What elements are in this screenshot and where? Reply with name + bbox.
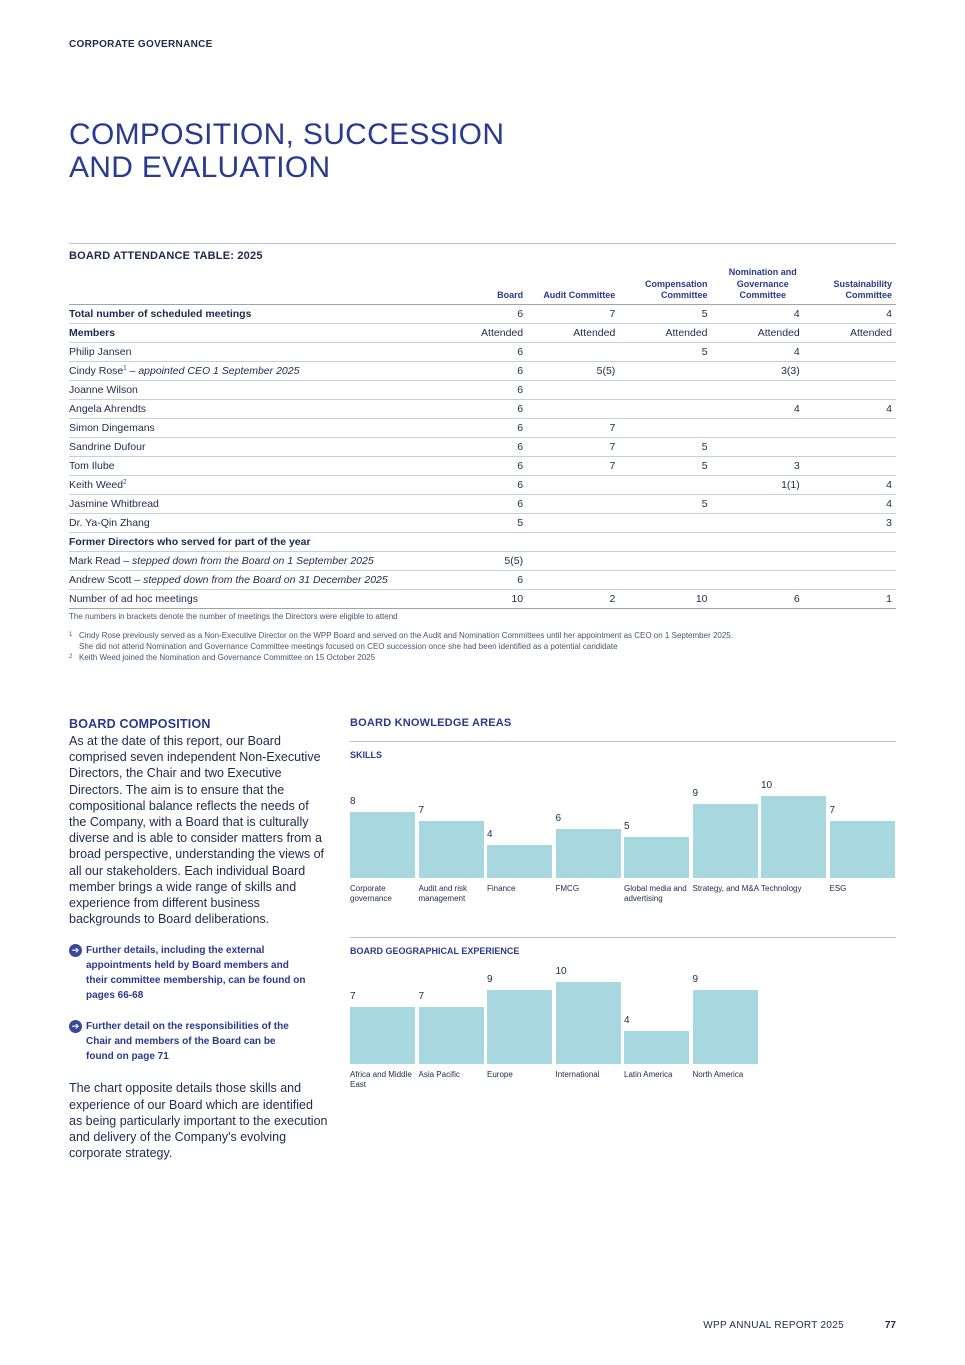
attendance-table-body <box>69 304 896 608</box>
footnote-number: 1 <box>69 632 73 638</box>
attendance-cell <box>527 551 619 570</box>
attendance-cell: 3 <box>804 513 896 532</box>
page-title-line-2: AND EVALUATION <box>69 151 331 184</box>
footnote-2 <box>69 652 896 663</box>
page-title-line-1: COMPOSITION, SUCCESSION <box>69 118 505 151</box>
director-name-cell: Mark Read – stepped down from the Board on 1 September 2025 <box>69 551 465 570</box>
attendance-cell: 6 <box>465 304 527 323</box>
chart-explanation-text: The chart opposite details those skills and experience of our Board which are identified as being particularly important to the execution and delivery of the Company's evolving corporate strategy. <box>69 1081 328 1161</box>
attendance-table <box>69 262 896 609</box>
attendance-cell: 5 <box>619 437 711 456</box>
table-header-row <box>69 262 896 304</box>
footer-report-title: WPP ANNUAL REPORT 2025 <box>703 1320 844 1331</box>
chart-bar <box>487 990 552 1064</box>
chart-bar <box>693 990 758 1064</box>
column-header-name <box>69 262 465 304</box>
chart-bar <box>693 804 758 878</box>
attendance-cell: 5 <box>619 342 711 361</box>
attendance-cell: 4 <box>804 304 896 323</box>
attendance-cell <box>804 361 896 380</box>
chart-bar <box>624 837 689 878</box>
footnote-number: 2 <box>69 654 73 660</box>
director-name-cell: Number of ad hoc meetings <box>69 589 465 608</box>
director-name-cell: Philip Jansen <box>69 342 465 361</box>
chart-divider <box>350 937 896 938</box>
attendance-cell: 3(3) <box>712 361 804 380</box>
director-name-cell: Andrew Scott – stepped down from the Board on 31 December 2025 <box>69 570 465 589</box>
chart-value-label: 7 <box>418 990 425 1002</box>
attendance-cell: 5 <box>619 304 711 323</box>
attendance-cell: 7 <box>527 437 619 456</box>
chart-value-label: 6 <box>555 812 562 824</box>
director-name-cell: Tom Ilube <box>69 456 465 475</box>
chart-category-label: FMCG <box>555 884 580 893</box>
attendance-cell: Attended <box>712 323 804 342</box>
column-header-board: Board <box>465 262 527 304</box>
attendance-cell: 1(1) <box>712 475 804 494</box>
attendance-cell: 6 <box>465 418 527 437</box>
attendance-cell <box>804 437 896 456</box>
attendance-cell <box>527 513 619 532</box>
chart-category-label: ESG <box>829 884 847 893</box>
table-row <box>69 304 896 323</box>
attendance-cell <box>712 418 804 437</box>
chart-value-label: 5 <box>624 821 630 832</box>
director-name-cell: Keith Weed$^2$ <box>69 475 465 494</box>
attendance-cell <box>804 380 896 399</box>
attendance-cell <box>619 475 711 494</box>
attendance-cell: 5 <box>619 494 711 513</box>
attendance-cell: 7 <box>527 304 619 323</box>
attendance-cell: 5 <box>465 513 527 532</box>
attendance-cell: 4 <box>804 475 896 494</box>
attendance-cell: 4 <box>712 304 804 323</box>
attendance-cell <box>804 532 896 551</box>
attendance-cell <box>619 361 711 380</box>
chart-value-label: 9 <box>692 788 699 800</box>
director-name-cell: Total number of scheduled meetings <box>69 304 465 323</box>
attendance-cell <box>804 570 896 589</box>
attendance-cell: 6 <box>465 570 527 589</box>
attendance-cell: 6 <box>465 399 527 418</box>
chart-value-label: 7 <box>829 804 836 816</box>
attendance-cell <box>527 399 619 418</box>
chart-bar <box>419 1007 484 1064</box>
chart-category-label: Audit and risk management <box>418 884 467 903</box>
column-header-nomination: Nomination and Governance Committee <box>712 262 804 304</box>
chart-category-label: North America <box>692 1070 744 1079</box>
attendance-cell <box>712 551 804 570</box>
attendance-cell <box>712 532 804 551</box>
footnote-text: Keith Weed joined the Nomination and Governance Committee on 15 October 2025 <box>79 653 376 662</box>
column-header-compensation: Compensation Committee <box>619 262 711 304</box>
director-name-cell: Cindy Rose$^1$ – appointed CEO 1 September 2025 <box>69 361 465 380</box>
chart-category-label: Strategy, and M&A <box>692 884 760 893</box>
attendance-cell: 5 <box>619 456 711 475</box>
chart-bar <box>556 982 621 1064</box>
board-knowledge-heading: BOARD KNOWLEDGE AREAS <box>350 717 896 742</box>
attendance-cell: 3 <box>712 456 804 475</box>
table-row <box>69 475 896 494</box>
table-row <box>69 494 896 513</box>
attendance-cell: Attended <box>619 323 711 342</box>
attendance-cell: 10 <box>465 589 527 608</box>
attendance-cell: 6 <box>712 589 804 608</box>
chart-category-label: Asia Pacific <box>418 1070 460 1079</box>
attendance-cell <box>804 551 896 570</box>
chart-bar <box>419 821 484 878</box>
director-name-cell: Jasmine Whitbread <box>69 494 465 513</box>
page-number: 77 <box>884 1320 896 1331</box>
attendance-cell <box>527 380 619 399</box>
geography-chart <box>350 956 896 1116</box>
director-name-cell: Former Directors who served for part of the year <box>69 532 465 551</box>
director-name-cell: Dr. Ya-Qin Zhang <box>69 513 465 532</box>
attendance-cell: Attended <box>465 323 527 342</box>
chart-bar <box>350 812 415 878</box>
attendance-cell <box>465 532 527 551</box>
chart-value-label: 4 <box>487 829 493 841</box>
chart-value-label: 8 <box>350 796 356 808</box>
section-label: CORPORATE GOVERNANCE <box>69 39 213 50</box>
attendance-cell <box>619 532 711 551</box>
table-row <box>69 570 896 589</box>
table-row <box>69 589 896 608</box>
attendance-cell: 6 <box>465 437 527 456</box>
skills-chart-title: SKILLS <box>350 750 383 760</box>
attendance-cell <box>804 456 896 475</box>
column-header-sustainability: Sustainability Committee <box>804 262 896 304</box>
chart-value-label: 7 <box>350 990 356 1002</box>
table-row <box>69 361 896 380</box>
attendance-cell: 2 <box>527 589 619 608</box>
attendance-cell <box>804 342 896 361</box>
attendance-cell: 7 <box>527 418 619 437</box>
table-row <box>69 342 896 361</box>
attendance-cell: Attended <box>527 323 619 342</box>
chart-category-label: Global media and advertising <box>624 884 687 903</box>
attendance-cell <box>712 570 804 589</box>
page-title <box>69 118 669 184</box>
attendance-cell: 7 <box>527 456 619 475</box>
table-row <box>69 418 896 437</box>
footnotes <box>69 630 896 663</box>
chart-value-label: 9 <box>487 974 493 986</box>
table-row <box>69 532 896 551</box>
attendance-cell: 6 <box>465 456 527 475</box>
director-name-cell: Simon Dingemans <box>69 418 465 437</box>
attendance-cell <box>527 494 619 513</box>
attendance-cell: 4 <box>712 399 804 418</box>
attendance-cell: 5(5) <box>465 551 527 570</box>
further-details-link-text[interactable]: Further details, including the external appointments held by Board members and their committee membership, can be found on pages 66-68 <box>86 945 306 1002</box>
attendance-cell <box>527 532 619 551</box>
attendance-cell <box>527 570 619 589</box>
responsibilities-link[interactable] <box>69 1019 329 1064</box>
board-composition-section <box>69 717 329 1161</box>
attendance-cell: 6 <box>465 475 527 494</box>
attendance-cell: 5(5) <box>527 361 619 380</box>
chart-bar <box>350 1007 415 1064</box>
chart-bar <box>830 821 895 878</box>
table-row <box>69 437 896 456</box>
attendance-table-section <box>69 243 896 609</box>
attendance-cell <box>619 418 711 437</box>
chart-value-label: 9 <box>692 974 699 986</box>
chart-category-label: Finance <box>487 884 516 893</box>
chart-value-label: 10 <box>761 780 773 791</box>
attendance-cell <box>619 513 711 532</box>
attendance-cell: 4 <box>712 342 804 361</box>
attendance-cell: 6 <box>465 494 527 513</box>
attendance-note: The numbers in brackets denote the number of meetings the Directors were eligible to attend <box>69 612 398 621</box>
skills-chart <box>350 760 896 937</box>
arrow-right-icon: ➔ <box>69 944 82 957</box>
attendance-cell <box>804 418 896 437</box>
board-composition-body: As at the date of this report, our Board comprised seven independent Non-Executive Directors, the Chair and two Executive Directors. The aim is to ensure that the compositional balance reflects the needs of the Company, with a Board that is culturally diverse and is able to consider matters from a broad perspective, understanding the views of all our stakeholders. Each individual Board member brings a wide range of skills and experience from different business backgrounds to Board deliberations. <box>69 734 325 927</box>
attendance-cell: 6 <box>465 380 527 399</box>
attendance-cell: 4 <box>804 494 896 513</box>
footnote-1 <box>69 630 896 652</box>
attendance-cell: Attended <box>804 323 896 342</box>
responsibilities-link-text[interactable]: Further detail on the responsibilities of the Chair and members of the Board can be found on page 71 <box>86 1021 289 1063</box>
chart-value-label: 4 <box>624 1015 630 1027</box>
attendance-cell: 4 <box>804 399 896 418</box>
attendance-cell: 10 <box>619 589 711 608</box>
chart-bar <box>761 796 826 878</box>
arrow-right-icon: ➔ <box>69 1020 82 1033</box>
chart-category-label: Europe <box>487 1070 513 1079</box>
attendance-cell <box>712 513 804 532</box>
table-row <box>69 380 896 399</box>
attendance-cell <box>619 570 711 589</box>
attendance-cell <box>712 437 804 456</box>
table-row <box>69 551 896 570</box>
chart-category-label: Technology <box>761 884 802 893</box>
chart-category-label: Africa and Middle East <box>350 1070 412 1089</box>
chart-category-label: Corporate governance <box>350 884 392 903</box>
further-details-link[interactable] <box>69 943 329 1003</box>
chart-value-label: 10 <box>555 966 567 977</box>
table-row <box>69 456 896 475</box>
attendance-cell <box>527 475 619 494</box>
column-header-audit: Audit Committee <box>527 262 619 304</box>
attendance-cell <box>619 399 711 418</box>
director-name-cell: Members <box>69 323 465 342</box>
chart-value-label: 7 <box>418 804 425 816</box>
attendance-cell <box>527 342 619 361</box>
chart-bar <box>487 845 552 878</box>
board-composition-heading: BOARD COMPOSITION <box>69 717 211 731</box>
chart-category-label: Latin America <box>624 1070 673 1079</box>
attendance-cell <box>712 494 804 513</box>
director-name-cell: Joanne Wilson <box>69 380 465 399</box>
attendance-cell <box>619 551 711 570</box>
attendance-cell: 6 <box>465 342 527 361</box>
table-row <box>69 399 896 418</box>
attendance-cell: 6 <box>465 361 527 380</box>
chart-bar <box>556 829 621 878</box>
director-name-cell: Sandrine Dufour <box>69 437 465 456</box>
geography-chart-title: BOARD GEOGRAPHICAL EXPERIENCE <box>350 946 520 956</box>
chart-category-label: International <box>555 1070 600 1079</box>
board-knowledge-section <box>350 717 896 1116</box>
table-row <box>69 323 896 342</box>
footnote-text: Cindy Rose previously served as a Non-Executive Director on the WPP Board and served on the Audit and Nomination Committees until her appointment as CEO on 1 September 2025. She did not attend Nomination and Governance Committee meetings focused on CEO succession once she had been identified as a potential candidate <box>79 631 733 651</box>
chart-bar <box>624 1031 689 1064</box>
table-row <box>69 513 896 532</box>
attendance-cell: 1 <box>804 589 896 608</box>
attendance-table-title: BOARD ATTENDANCE TABLE: 2025 <box>69 250 263 262</box>
attendance-cell <box>619 380 711 399</box>
director-name-cell: Angela Ahrendts <box>69 399 465 418</box>
attendance-cell <box>712 380 804 399</box>
